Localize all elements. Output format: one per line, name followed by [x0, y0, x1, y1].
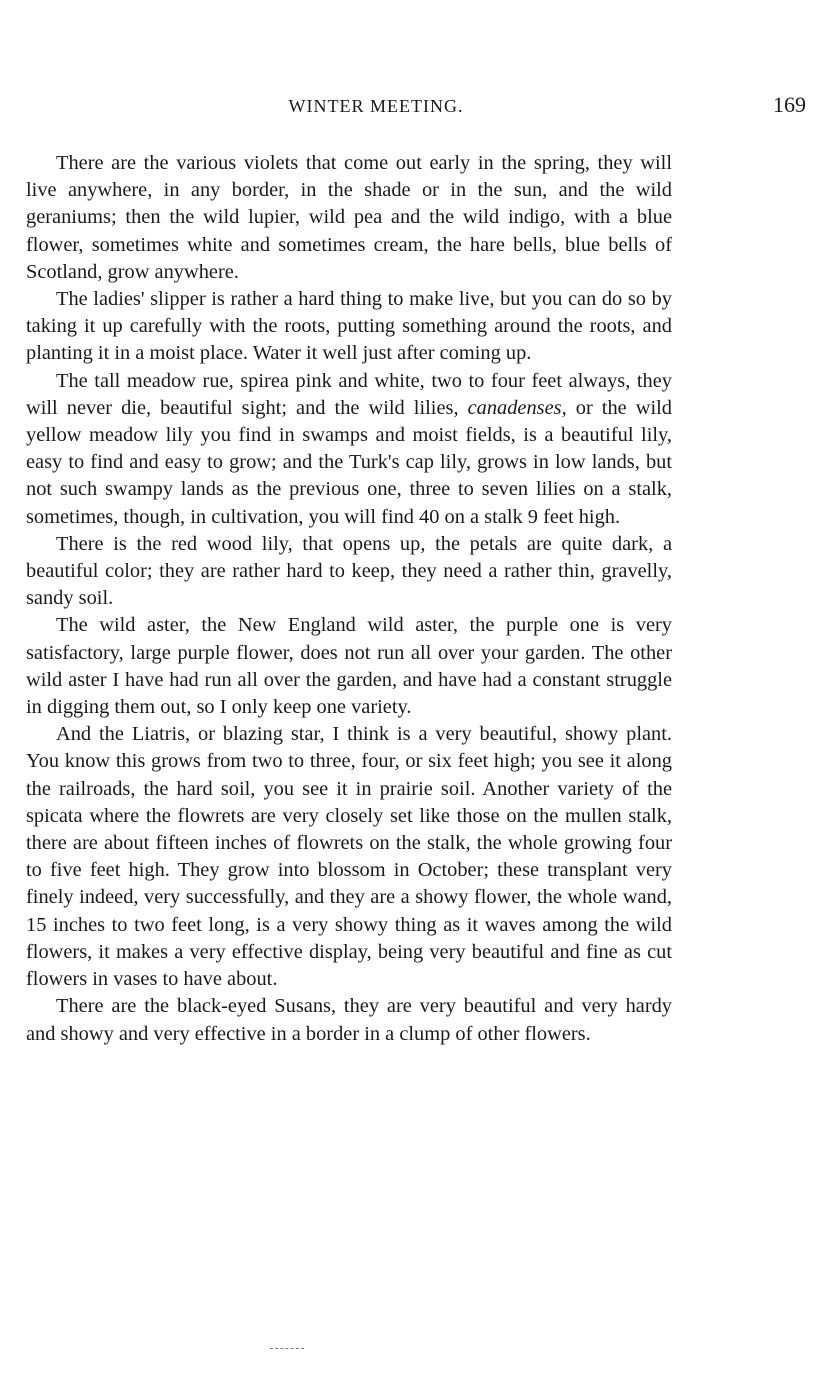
paragraph-meadow-rue-after: or the wild yellow meadow lily you find in swamps and moist fields, is a beautiful lily, easy to find and easy to grow; and the Turk's cap lily, grows in low lands, but not such swampy lands as the previous one, three to seven lilies on a stalk, sometimes, though, in cultivation, you will find 40 on a stalk 9 feet high. [26, 396, 672, 528]
paragraph-meadow-rue [26, 368, 672, 531]
paragraph-violets: There are the various violets that come out early in the spring, they will live anywhere, in any border, in the shade or in the sun, and the wild geraniums; then the wild lupier, wild pea and the wild indigo, with a blue flower, sometimes white and sometimes cream, the hare bells, blue bells of Scotland, grow anywhere. [26, 152, 672, 283]
running-head [26, 92, 806, 122]
page-number: 169 [773, 92, 806, 117]
paragraph-liatris: And the Liatris, or blazing star, I think is a very beautiful, showy plant. You know this grows from two to three, four, or six feet high; you see it along the railroads, the hard soil, you see it in prairie soil. Another variety of the spicata where the flowrets are very closely set like those on the mullen stalk, there are about fifteen inches of flowrets on the stalk, the whole growing four to five feet high. They grow into blossom in October; these transplant very finely indeed, very successfully, and they are a showy flower, the whole wand, 15 inches to two feet long, is a very showy thing as it waves among the wild flowers, it makes a very effective display, being very beautiful and fine as cut flowers in vases to have about. [26, 723, 672, 991]
paragraph-meadow-rue-italic: canadenses, [467, 396, 567, 419]
running-title: WINTER MEETING. [288, 96, 464, 116]
paragraph-ladies-slipper: The ladies' slipper is rather a hard thing to make live, but you can do so by taking it up carefully with the roots, putting something around the roots, and planting it in a moist place. Water it well just after coming up. [26, 288, 672, 365]
paragraph-red-wood-lily: There is the red wood lily, that opens up, the petals are quite dark, a beautiful color; they are rather hard to keep, they need a rather thin, gravelly, sandy soil. [26, 532, 672, 610]
body-text [26, 150, 672, 1048]
paragraph-black-eyed-susans: There are the black-eyed Susans, they are very beautiful and very hardy and showy and very effective in a border in a clump of other flowers. [26, 995, 672, 1045]
footer-printer-mark [270, 1348, 304, 1351]
paragraph-wild-aster: The wild aster, the New England wild aster, the purple one is very satisfactory, large purple flower, does not run all over your garden. The other wild aster I have had run all over the garden, and have had a constant struggle in digging them out, so I only keep one variety. [26, 614, 672, 719]
paragraph-meadow-rue-before: The tall meadow rue, spirea pink and white, two to four feet always, they will never die, beautiful sight; and the wild lilies, [26, 369, 672, 419]
